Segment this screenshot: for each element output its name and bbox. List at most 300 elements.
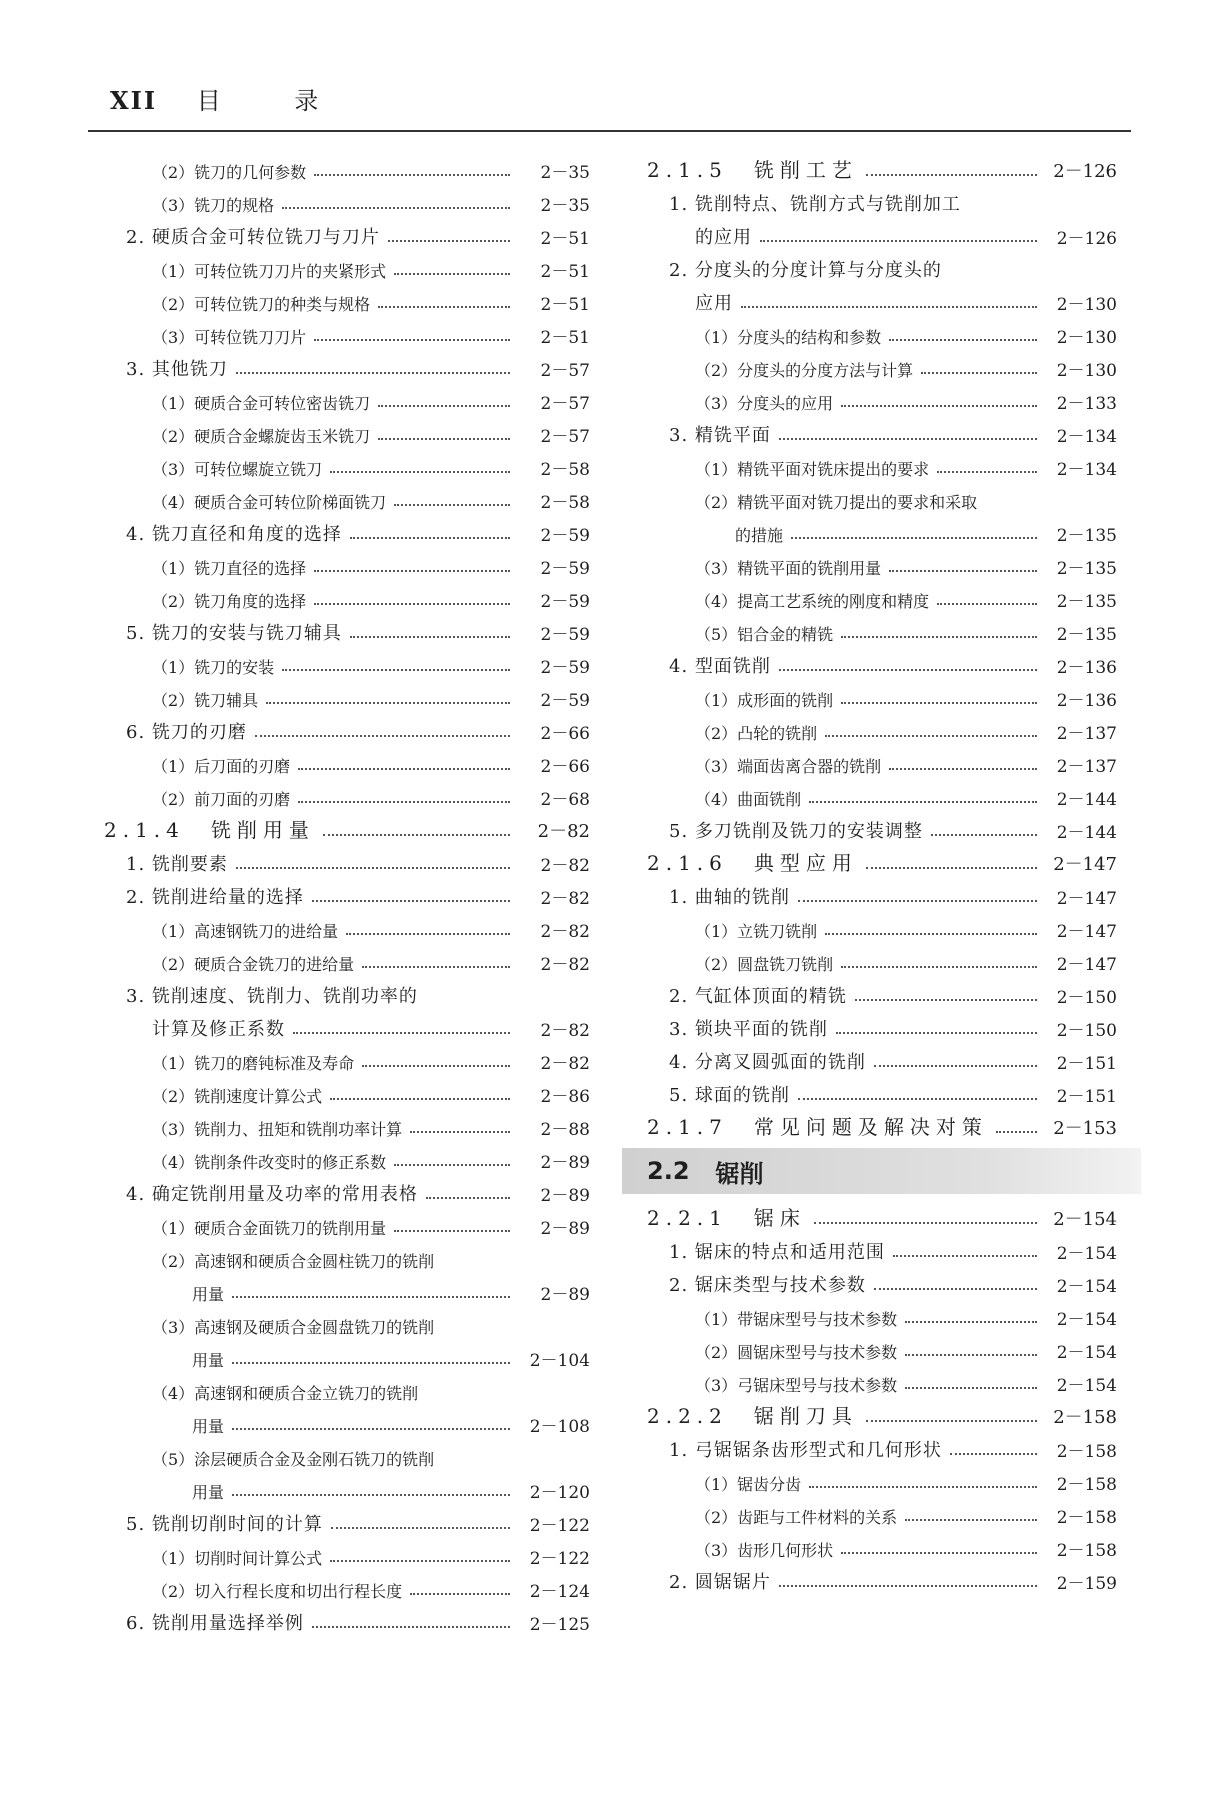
toc-entry-page: 2－122 (529, 1549, 590, 1569)
toc-entry[interactable] (647, 678, 1117, 711)
toc-entry-title: 5. 铣削切削时间的计算 (126, 1514, 323, 1535)
toc-entry[interactable] (104, 249, 590, 282)
toc-entry-title: 4. 分离叉圆弧面的铣削 (669, 1052, 866, 1073)
toc-entry-page: 2－58 (540, 493, 590, 513)
toc-entry-page: 2－58 (540, 460, 590, 480)
dot-leader (350, 536, 510, 539)
toc-entry[interactable] (647, 513, 1117, 546)
toc-entry[interactable] (104, 1305, 590, 1338)
toc-entry[interactable] (647, 1429, 1117, 1462)
toc-entry-title: 2.2.1 锯床 (647, 1206, 806, 1230)
toc-entry[interactable] (104, 1074, 590, 1107)
toc-entry-page: 2－108 (529, 1417, 590, 1437)
dot-leader (314, 338, 510, 341)
toc-entry-title: （3）端面齿离合器的铣削 (695, 757, 882, 776)
toc-entry-title: （2）圆盘铣刀铣削 (695, 955, 834, 974)
toc-entry[interactable] (647, 612, 1117, 645)
toc-entry[interactable] (104, 645, 590, 678)
dot-leader (330, 1559, 510, 1562)
toc-entry[interactable] (647, 414, 1117, 447)
toc-entry-title: 5. 铣刀的安装与铣刀辅具 (126, 623, 342, 644)
toc-entry-title: 用量 (192, 1483, 225, 1502)
toc-entry-page: 2－154 (1056, 1244, 1117, 1264)
toc-entry-title: （1）高速钢铣刀的进给量 (152, 922, 339, 941)
toc-entry[interactable] (647, 1561, 1117, 1594)
dot-leader (350, 635, 510, 638)
toc-entry-title: （3）铣削力、扭矩和铣削功率计算 (152, 1120, 403, 1139)
toc-entry-page: 2－151 (1056, 1087, 1117, 1107)
dot-leader (779, 668, 1037, 671)
toc-entry-page: 2－154 (1056, 1277, 1117, 1297)
toc-entry[interactable] (104, 777, 590, 810)
toc-entry[interactable] (104, 1437, 590, 1470)
toc-entry[interactable] (647, 1008, 1117, 1041)
toc-entry-title: 4. 确定铣削用量及功率的常用表格 (126, 1184, 418, 1205)
toc-entry-page: 2－66 (540, 724, 590, 744)
toc-entry[interactable] (104, 150, 590, 183)
toc-entry-page: 2－51 (540, 295, 590, 315)
toc-entry-page: 2－89 (540, 1153, 590, 1173)
toc-entry-title: （1）锯齿分齿 (695, 1475, 802, 1494)
dot-leader (905, 1386, 1037, 1389)
toc-entry-title: 3. 其他铣刀 (126, 359, 228, 380)
toc-entry-title: （3）铣刀的规格 (152, 196, 275, 215)
toc-entry[interactable] (104, 1602, 590, 1635)
toc-entry-title: （1）铣刀的安装 (152, 658, 275, 677)
toc-entry-title: 2. 气缸体顶面的精铣 (669, 986, 847, 1007)
toc-entry[interactable] (104, 216, 590, 249)
toc-entry[interactable] (647, 579, 1117, 612)
toc-entry[interactable] (104, 1338, 590, 1371)
toc-entry[interactable] (104, 678, 590, 711)
toc-entry-title: 3. 铣削速度、铣削力、铣削功率的 (126, 986, 418, 1007)
toc-entry-title: （3）齿形几何形状 (695, 1541, 834, 1560)
toc-entry[interactable] (104, 1107, 590, 1140)
dot-leader (410, 1130, 510, 1133)
dot-leader (330, 1097, 510, 1100)
dot-leader (331, 1526, 510, 1529)
dot-leader (874, 1064, 1037, 1067)
toc-entry[interactable] (104, 744, 590, 777)
toc-entry-title: （2）齿距与工件材料的关系 (695, 1508, 898, 1527)
dot-leader (889, 767, 1037, 770)
toc-entry-page: 2－130 (1056, 295, 1117, 315)
toc-entry-title: （1）硬质合金可转位密齿铣刀 (152, 394, 371, 413)
dot-leader (314, 569, 510, 572)
toc-entry-page: 2－59 (540, 526, 590, 546)
toc-entry-title: 用量 (192, 1417, 225, 1436)
toc-entry-page: 2－57 (540, 427, 590, 447)
toc-entry[interactable] (647, 810, 1117, 843)
toc-entry-title: 4. 型面铣削 (669, 656, 771, 677)
section-heading (622, 1148, 1141, 1194)
dot-leader (866, 866, 1037, 869)
dot-leader (866, 1419, 1037, 1422)
dot-leader (809, 1485, 1037, 1488)
toc-entry-title: 3. 锁块平面的铣削 (669, 1019, 828, 1040)
toc-entry-page: 2－57 (540, 394, 590, 414)
toc-entry-title: （2）可转位铣刀的种类与规格 (152, 295, 371, 314)
toc-entry[interactable] (104, 975, 590, 1008)
toc-entry-page: 2－122 (529, 1516, 590, 1536)
toc-entry-title: 3. 精铣平面 (669, 425, 771, 446)
toc-entry-page: 2－126 (1053, 161, 1117, 182)
toc-entry[interactable] (647, 1297, 1117, 1330)
toc-entry[interactable] (647, 1396, 1117, 1429)
toc-entry[interactable] (104, 909, 590, 942)
toc-entry[interactable] (647, 1107, 1117, 1140)
toc-entry-page: 2－35 (540, 163, 590, 183)
toc-entry[interactable] (104, 1569, 590, 1602)
toc-entry-page: 2－59 (540, 658, 590, 678)
toc-entry[interactable] (104, 546, 590, 579)
toc-entry-title: （4）提高工艺系统的刚度和精度 (695, 592, 930, 611)
toc-entry[interactable] (104, 183, 590, 216)
toc-entry-title: 2. 铣削进给量的选择 (126, 887, 304, 908)
page-header (110, 86, 320, 116)
toc-entry-title: （2）切入行程长度和切出行程长度 (152, 1582, 403, 1601)
dot-leader (323, 833, 510, 836)
toc-entry-title: （2）铣刀的几何参数 (152, 163, 307, 182)
toc-entry[interactable] (647, 1462, 1117, 1495)
page-number: XII (110, 86, 158, 115)
toc-entry-title: 2. 锯床类型与技术参数 (669, 1275, 866, 1296)
dot-leader (814, 1221, 1037, 1224)
toc-entry-page: 2－147 (1056, 922, 1117, 942)
toc-right-column (647, 150, 1117, 1594)
toc-entry[interactable] (647, 909, 1117, 942)
dot-leader (791, 536, 1037, 539)
toc-entry[interactable] (104, 282, 590, 315)
toc-entry-title: （3）精铣平面的铣削用量 (695, 559, 882, 578)
toc-entry[interactable] (104, 1008, 590, 1041)
toc-entry[interactable] (647, 744, 1117, 777)
dot-leader (266, 701, 510, 704)
toc-entry-page: 2－66 (540, 757, 590, 777)
dot-leader (836, 1031, 1037, 1034)
toc-left-column (104, 150, 590, 1635)
toc-entry[interactable] (647, 183, 1117, 216)
toc-entry-title: （1）后刀面的刃磨 (152, 757, 291, 776)
toc-entry[interactable] (104, 447, 590, 480)
toc-entry-title: 应用 (695, 293, 733, 314)
toc-entry-page: 2－59 (540, 592, 590, 612)
toc-entry[interactable] (647, 447, 1117, 480)
toc-entry-title: （2）铣刀辅具 (152, 691, 259, 710)
toc-entry-title: 5. 球面的铣削 (669, 1085, 790, 1106)
toc-entry[interactable] (104, 1503, 590, 1536)
toc-entry[interactable] (647, 546, 1117, 579)
toc-entry[interactable] (104, 348, 590, 381)
toc-entry-title: 2.1.6 典型应用 (647, 851, 858, 875)
toc-entry-title: （5）涂层硬质合金及金刚石铣刀的铣削 (152, 1450, 435, 1469)
toc-entry[interactable] (647, 1198, 1117, 1231)
toc-entry[interactable] (647, 1495, 1117, 1528)
dot-leader (232, 1361, 510, 1364)
toc-entry-page: 2－82 (540, 856, 590, 876)
toc-entry[interactable] (647, 1528, 1117, 1561)
dot-leader (293, 1031, 510, 1034)
toc-entry-title: （2）高速钢和硬质合金圆柱铣刀的铣削 (152, 1252, 435, 1271)
toc-entry[interactable] (104, 315, 590, 348)
toc-entry-page: 2－68 (540, 790, 590, 810)
dot-leader (996, 1130, 1037, 1133)
toc-entry[interactable] (647, 645, 1117, 678)
toc-entry-page: 2－158 (1056, 1508, 1117, 1528)
toc-entry-page: 2－136 (1056, 658, 1117, 678)
toc-entry[interactable] (647, 1363, 1117, 1396)
toc-entry-page: 2－51 (540, 229, 590, 249)
dot-leader (232, 1295, 510, 1298)
toc-entry-title: 1. 曲轴的铣削 (669, 887, 790, 908)
toc-entry-title: （2）铣刀角度的选择 (152, 592, 307, 611)
toc-entry[interactable] (104, 1470, 590, 1503)
toc-entry-page: 2－104 (529, 1351, 590, 1371)
toc-entry-page: 2－59 (540, 625, 590, 645)
toc-entry-title: 的应用 (695, 227, 752, 248)
toc-entry-title: 4. 铣刀直径和角度的选择 (126, 524, 342, 545)
toc-entry-page: 2－89 (540, 1285, 590, 1305)
dot-leader (760, 239, 1037, 242)
toc-entry-page: 2－147 (1053, 854, 1117, 875)
toc-entry-page: 2－158 (1056, 1541, 1117, 1561)
dot-leader (394, 1163, 510, 1166)
toc-entry-page: 2－154 (1056, 1310, 1117, 1330)
dot-leader (905, 1518, 1037, 1521)
toc-entry[interactable] (647, 843, 1117, 876)
toc-entry[interactable] (104, 1371, 590, 1404)
toc-entry-page: 2－51 (540, 262, 590, 282)
dot-leader (741, 305, 1037, 308)
toc-entry-title: 1. 铣削特点、铣削方式与铣削加工 (669, 194, 961, 215)
toc-entry[interactable] (647, 1330, 1117, 1363)
page-title-part-1: 目 (196, 87, 223, 115)
toc-entry[interactable] (647, 876, 1117, 909)
toc-entry-page: 2－144 (1056, 823, 1117, 843)
toc-entry-page: 2－136 (1056, 691, 1117, 711)
dot-leader (378, 305, 510, 308)
toc-entry-title: （1）铣刀的磨钝标准及寿命 (152, 1054, 355, 1073)
toc-entry[interactable] (104, 1272, 590, 1305)
toc-entry-title: 1. 铣削要素 (126, 854, 228, 875)
toc-entry-page: 2－144 (1056, 790, 1117, 810)
dot-leader (236, 866, 510, 869)
toc-entry-page: 2－150 (1056, 1021, 1117, 1041)
section-number: 2.2 (647, 1157, 690, 1185)
toc-entry[interactable] (647, 1041, 1117, 1074)
toc-entry-page: 2－159 (1056, 1574, 1117, 1594)
toc-entry[interactable] (647, 975, 1117, 1008)
toc-entry-title: 的措施 (735, 526, 784, 545)
toc-entry-title: （3）分度头的应用 (695, 394, 834, 413)
toc-entry-title: （4）硬质合金可转位阶梯面铣刀 (152, 493, 387, 512)
toc-entry[interactable] (104, 942, 590, 975)
dot-leader (825, 734, 1037, 737)
toc-entry[interactable] (647, 1231, 1117, 1264)
dot-leader (314, 173, 510, 176)
toc-entry[interactable] (104, 1140, 590, 1173)
toc-entry[interactable] (104, 1206, 590, 1239)
dot-leader (841, 404, 1037, 407)
toc-entry[interactable] (647, 1074, 1117, 1107)
dot-leader (798, 1097, 1037, 1100)
dot-leader (388, 239, 510, 242)
toc-entry-title: （1）硬质合金面铣刀的铣削用量 (152, 1219, 387, 1238)
toc-entry[interactable] (647, 942, 1117, 975)
toc-entry-page: 2－135 (1056, 625, 1117, 645)
toc-entry-page: 2－137 (1056, 724, 1117, 744)
toc-entry-title: （1）可转位铣刀刀片的夹紧形式 (152, 262, 387, 281)
dot-leader (905, 1320, 1037, 1323)
toc-entry[interactable] (647, 282, 1117, 315)
toc-entry-title: 2.2.2 锯削刀具 (647, 1404, 858, 1428)
toc-entry-page: 2－82 (540, 1021, 590, 1041)
dot-leader (346, 932, 510, 935)
toc-entry-page: 2－147 (1056, 889, 1117, 909)
toc-entry-page: 2－59 (540, 559, 590, 579)
toc-entry-title: （1）分度头的结构和参数 (695, 328, 882, 347)
toc-entry-page: 2－134 (1056, 427, 1117, 447)
toc-entry-page: 2－158 (1056, 1475, 1117, 1495)
toc-entry-title: 6. 铣刀的刃磨 (126, 722, 247, 743)
toc-entry-page: 2－158 (1056, 1442, 1117, 1462)
toc-entry-page: 2－124 (529, 1582, 590, 1602)
toc-entry-title: （4）高速钢和硬质合金立铣刀的铣削 (152, 1384, 419, 1403)
toc-entry-page: 2－82 (540, 955, 590, 975)
dot-leader (426, 1196, 510, 1199)
toc-entry[interactable] (647, 315, 1117, 348)
dot-leader (893, 1254, 1037, 1257)
toc-entry-title: （1）精铣平面对铣床提出的要求 (695, 460, 930, 479)
toc-entry-page: 2－147 (1056, 955, 1117, 975)
toc-entry-title: 2. 硬质合金可转位铣刀与刀片 (126, 227, 380, 248)
toc-entry-page: 2－59 (540, 691, 590, 711)
toc-entry[interactable] (647, 711, 1117, 744)
toc-entry[interactable] (104, 513, 590, 546)
toc-entry-title: 用量 (192, 1285, 225, 1304)
toc-entry[interactable] (104, 843, 590, 876)
toc-entry[interactable] (104, 381, 590, 414)
toc-entry-page: 2－135 (1056, 592, 1117, 612)
toc-entry-page: 2－151 (1056, 1054, 1117, 1074)
toc-entry[interactable] (647, 249, 1117, 282)
dot-leader (889, 338, 1037, 341)
dot-leader (841, 965, 1037, 968)
toc-entry-title: （2）硬质合金螺旋齿玉米铣刀 (152, 427, 371, 446)
toc-entry-page: 2－125 (529, 1615, 590, 1635)
toc-entry[interactable] (104, 1536, 590, 1569)
toc-entry-page: 2－35 (540, 196, 590, 216)
dot-leader (282, 668, 510, 671)
toc-entry-title: （4）曲面铣削 (695, 790, 802, 809)
dot-leader (362, 965, 510, 968)
dot-leader (855, 998, 1037, 1001)
toc-entry-title: 计算及修正系数 (152, 1019, 285, 1040)
dot-leader (921, 371, 1037, 374)
dot-leader (312, 1625, 510, 1628)
dot-leader (905, 1353, 1037, 1356)
toc-entry-title: 2.1.4 铣削用量 (104, 818, 315, 842)
toc-entry-page: 2－51 (540, 328, 590, 348)
toc-entry-page: 2－130 (1056, 328, 1117, 348)
toc-entry[interactable] (104, 579, 590, 612)
dot-leader (874, 1287, 1037, 1290)
toc-entry[interactable] (104, 1041, 590, 1074)
toc-entry-page: 2－126 (1056, 229, 1117, 249)
toc-entry-page: 2－133 (1056, 394, 1117, 414)
dot-leader (255, 734, 510, 737)
toc-entry-title: 2.1.5 铣削工艺 (647, 158, 858, 182)
toc-entry[interactable] (647, 381, 1117, 414)
toc-entry-page: 2－120 (529, 1483, 590, 1503)
dot-leader (798, 899, 1037, 902)
dot-leader (378, 437, 510, 440)
toc-entry-title: 1. 弓锯锯条齿形型式和几何形状 (669, 1440, 942, 1461)
dot-leader (232, 1427, 510, 1430)
toc-entry[interactable] (647, 777, 1117, 810)
toc-entry[interactable] (104, 480, 590, 513)
dot-leader (394, 272, 510, 275)
toc-entry-title: （2）圆锯床型号与技术参数 (695, 1343, 898, 1362)
toc-entry-title: 6. 铣削用量选择举例 (126, 1613, 304, 1634)
toc-entry-title: （1）立铣刀铣削 (695, 922, 818, 941)
toc-entry-title: 2. 分度头的分度计算与分度头的 (669, 260, 942, 281)
toc-entry[interactable] (104, 810, 590, 843)
toc-entry[interactable] (104, 1173, 590, 1206)
toc-entry-title: （1）铣刀直径的选择 (152, 559, 307, 578)
toc-entry-page: 2－89 (540, 1186, 590, 1206)
toc-entry[interactable] (104, 876, 590, 909)
toc-entry[interactable] (104, 1239, 590, 1272)
toc-entry-title: （1）带锯床型号与技术参数 (695, 1310, 898, 1329)
toc-entry[interactable] (647, 216, 1117, 249)
toc-entry-title: 2. 圆锯锯片 (669, 1572, 771, 1593)
toc-entry-title: 用量 (192, 1351, 225, 1370)
dot-leader (841, 1551, 1037, 1554)
toc-entry[interactable] (104, 1404, 590, 1437)
toc-entry-page: 2－154 (1056, 1376, 1117, 1396)
toc-entry-page: 2－154 (1056, 1343, 1117, 1363)
dot-leader (931, 833, 1037, 836)
toc-entry[interactable] (104, 612, 590, 645)
toc-entry-page: 2－135 (1056, 559, 1117, 579)
toc-entry-title: （2）精铣平面对铣刀提出的要求和采取 (695, 493, 978, 512)
page-title-part-2: 录 (294, 87, 321, 115)
toc-entry[interactable] (647, 480, 1117, 513)
dot-leader (937, 602, 1037, 605)
toc-entry[interactable] (104, 414, 590, 447)
dot-leader (779, 437, 1037, 440)
toc-entry-title: （3）可转位螺旋立铣刀 (152, 460, 323, 479)
toc-entry-page: 2－86 (540, 1087, 590, 1107)
toc-entry-page: 2－82 (540, 1054, 590, 1074)
toc-entry-title: 1. 锯床的特点和适用范围 (669, 1242, 885, 1263)
dot-leader (410, 1592, 510, 1595)
toc-entry-page: 2－130 (1056, 361, 1117, 381)
dot-leader (314, 602, 510, 605)
toc-entry[interactable] (647, 348, 1117, 381)
toc-entry[interactable] (647, 150, 1117, 183)
header-rule (88, 130, 1131, 132)
toc-entry-title: （5）铝合金的精铣 (695, 625, 834, 644)
toc-entry[interactable] (647, 1264, 1117, 1297)
dot-leader (950, 1452, 1037, 1455)
dot-leader (298, 767, 510, 770)
toc-entry-page: 2－82 (540, 889, 590, 909)
toc-entry-title: （3）弓锯床型号与技术参数 (695, 1376, 898, 1395)
toc-entry[interactable] (104, 711, 590, 744)
toc-entry-title: （4）铣削条件改变时的修正系数 (152, 1153, 387, 1172)
